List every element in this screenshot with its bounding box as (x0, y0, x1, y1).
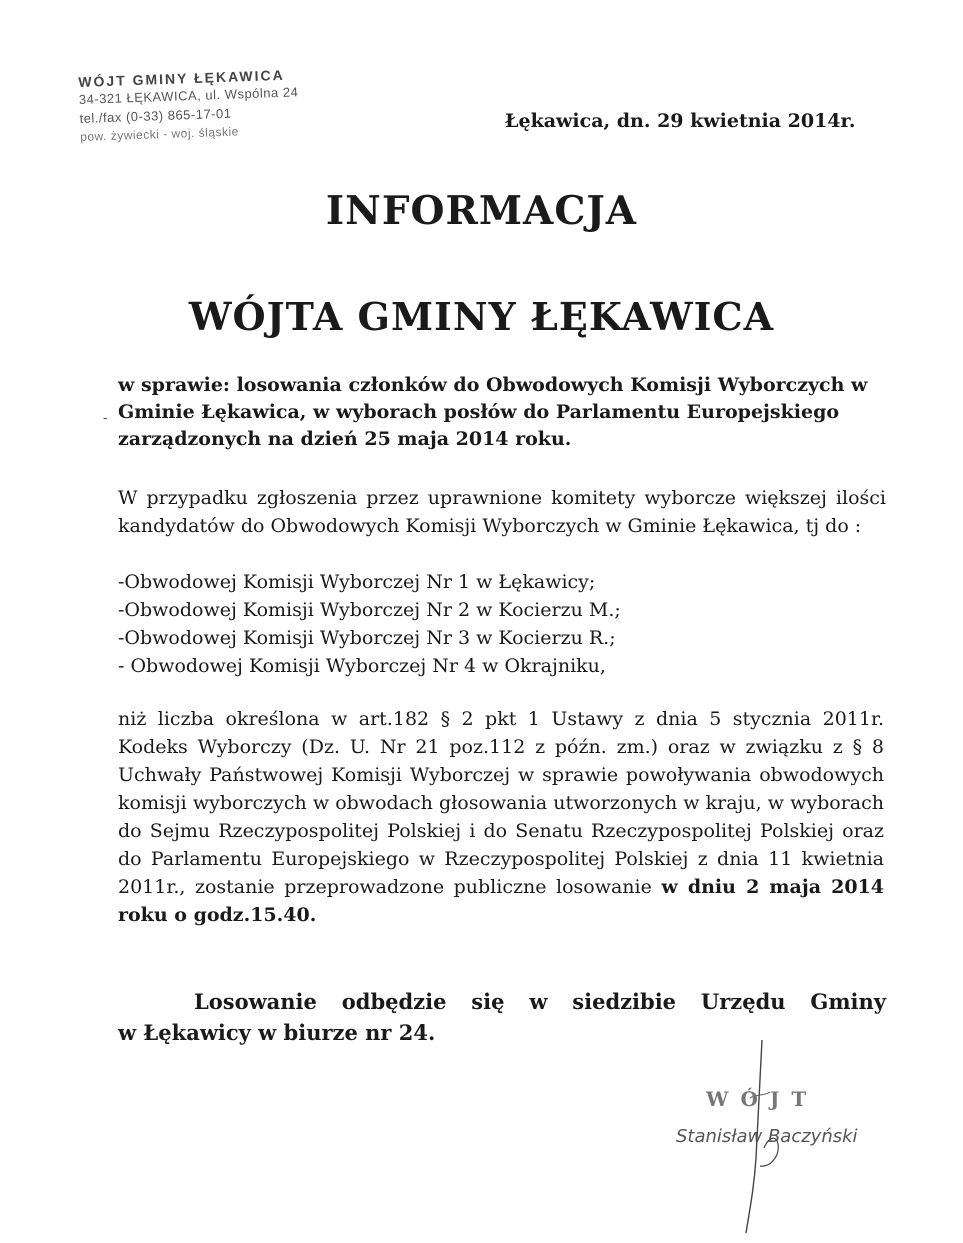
list-item: -Obwodowej Komisji Wyborczej Nr 1 w Łękawicy; (118, 571, 596, 593)
margin-mark: - (103, 410, 108, 426)
intro-paragraph: W przypadku zgłoszenia przez uprawnione komitety wyborcze większej ilości kandydatów do Obwodowych Komisji Wyborczych w Gminie Łękawica, tj do : (118, 487, 886, 537)
stamp-line-3: tel./fax (0-33) 865-17-01 (79, 105, 232, 126)
document-subtitle: WÓJTA GMINY ŁĘKAWICA (188, 294, 775, 339)
signature-name: Stanisław Baczyński (676, 1126, 858, 1147)
document-title: INFORMACJA (325, 188, 638, 234)
list-item: -Obwodowej Komisji Wyborczej Nr 2 w Kocierzu M.; (118, 599, 621, 621)
draw-date-time: w dniu 2 maja 2014 roku o godz.15.40. (118, 876, 884, 926)
stamp-line-2: 34-321 ŁĘKAWICA, ul. Wspólna 24 (78, 84, 299, 107)
stamp-line-4: pow. żywiecki - woj. śląskie (79, 124, 240, 144)
stamp-line-1: WÓJT GMINY ŁĘKAWICA (78, 66, 285, 90)
list-item: -Obwodowej Komisji Wyborczej Nr 3 w Kocierzu R.; (118, 627, 616, 649)
location-line-2: w Łękawicy w biurze nr 24. (118, 1020, 436, 1045)
list-item: - Obwodowej Komisji Wyborczej Nr 4 w Okrajniku, (118, 655, 606, 677)
office-stamp (78, 66, 320, 147)
signature-title: WÓJT (706, 1087, 819, 1111)
legal-basis-paragraph (118, 705, 884, 929)
legal-basis-text: niż liczba określona w art.182 § 2 pkt 1 Ustawy z dnia 5 stycznia 2011r. Kodeks Wyborczy (Dz. U. Nr 21 poz.112 z późn. zm.) oraz w związku z § 8 Uchwały Państwowej Komisji Wyborczej w sprawie powoływania obwodowych komisji wyborczych w obwodach głosowania utworzonych w kraju, w wyborach do Sejmu Rzeczypospolitej Polskiej i do Senatu Rzeczypospolitej Polskiej oraz do Parlamentu Europejskiego w Rzeczypospolitej Polskiej z dnia 11 kwietnia 2011r., zostanie przeprowadzone publiczne losowanie (118, 708, 884, 898)
commission-list (118, 568, 886, 680)
location-line-1: Losowanie odbędzie się w siedzibie Urzędu Gminy (194, 989, 886, 1014)
document-date: Łękawica, dn. 29 kwietnia 2014r. (505, 110, 856, 132)
subject-paragraph: w sprawie: losowania członków do Obwodowych Komisji Wyborczych w Gminie Łękawica, w wyborach posłów do Parlamentu Europejskiego zarządzonych na dzień 25 maja 2014 roku. (118, 374, 868, 450)
